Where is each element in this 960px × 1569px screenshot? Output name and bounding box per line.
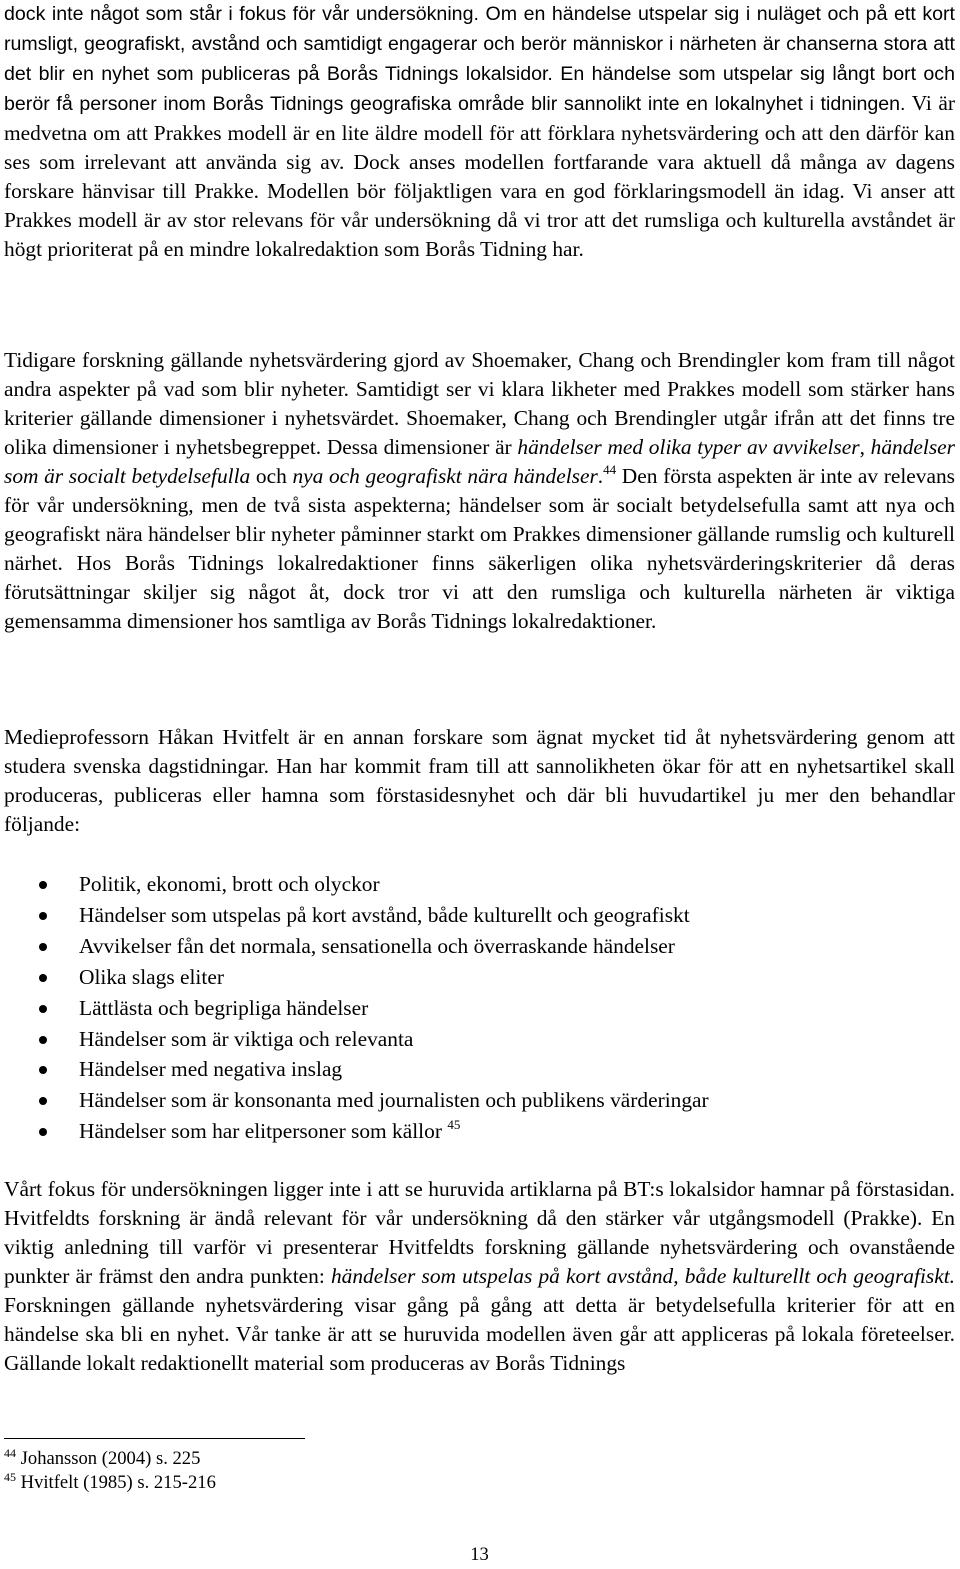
list-item [4,900,955,931]
list-item [4,962,955,993]
bullet-icon [39,1097,47,1105]
list-item-text: Händelser som utspelas på kort avstånd, både kulturellt och geografiskt [79,902,690,927]
list-item [4,993,955,1024]
bullet-list [4,869,955,1147]
footnote-divider [4,1438,305,1439]
list-item-text: Lättlästa och begripliga händelser [79,995,369,1020]
list-item [4,1054,955,1085]
bullet-icon [39,912,47,920]
bullet-icon [39,1066,47,1074]
bullet-icon [39,974,47,982]
paragraph-2-italic-3: nya och geografiskt nära händelser [292,464,598,488]
list-item [4,1085,955,1116]
list-item-text: Avvikelser fån det normala, sensationella och överraskande händelser [79,933,675,958]
footnote-text: Johansson (2004) s. 225 [20,1448,201,1469]
footnote-text: Hvitfelt (1985) s. 215-216 [20,1472,216,1493]
list-item-text: Politik, ekonomi, brott och olyckor [79,872,380,896]
paragraph-4-italic: händelser som utspelas på kort avstånd, både kulturellt och geografiskt. [330,1264,956,1288]
list-item [4,1024,955,1055]
bullet-icon [39,881,47,889]
paragraph-4-text-a: Vårt fokus för undersökningen ligger inte i att se huruvida artiklarna på BT:s lokalsidor hamnar på förstasidan. Hvitfeldts forskning är ändå relevant för vår undersökning då den stärker vår utgångsmodell (Prakke). En viktig anledning till varför vi presenterar Hvitfeldts forskning gällande nyhetsvärdering och ovanstående punkter är främst den andra punkten: [4,1177,955,1288]
paragraph-1-sans-text: dock inte något som står i fokus för vår undersökning. Om en händelse utspelar sig i nuläget och på ett kort rumsligt, geografiskt, avstånd och samtidigt engagerar och berör människor i närheten är chanserna stora att det blir en nyhet som publiceras på Borås Tidnings lokalsidor. En händelse som utspelar sig långt bort och berör få personer inom Borås Tidnings geografiska område blir sannolikt inte en lokalnyhet i tidningen. [4,3,955,115]
paragraph-2-text-a: Tidigare forskning gällande nyhetsvärdering gjord av Shoemaker, Chang och Brendingler kom fram till något andra aspekter på vad som blir nyheter. Samtidigt ser vi klara likheter med Prakkes modell som stärker hans kriterier gällande dimensioner i nyhetsvärdet. Shoemaker, Chang och Brendingler utgår ifrån att det finns tre olika dimensioner i nyhetsbegreppet. Dessa dimensioner är [4,348,955,459]
bullet-icon [39,1036,47,1044]
page-number: 13 [470,1544,489,1565]
list-item-text: Händelser som är konsonanta med journalisten och publikens värderingar [79,1088,709,1113]
footnote-number: 44 [4,1446,16,1460]
list-item-text: Händelser som är viktiga och relevanta [79,1026,414,1051]
list-item [4,869,955,900]
paragraph-2-text-b: , [859,435,871,459]
paragraph-2 [4,346,955,636]
footnote-number: 45 [4,1470,16,1484]
paragraph-3: Medieprofessorn Håkan Hvitfelt är en annan forskare som ägnat mycket tid åt nyhetsvärdering genom att studera svenska dagstidningar. Han har kommit fram till att sannolikheten ökar för att en nyhetsartikel skall produceras, publiceras eller hamna som förstasidesnyhet och där bli huvudartikel ju mer den behandlar följande: [4,725,955,836]
paragraph-2-text-e: Den första aspekten är inte av relevans för vår undersökning, men de två sista aspekterna; händelser som är socialt betydelsefulla samt att nya och geografiskt nära händelser blir nyheter påminner starkt om Prakkes dimensioner gällande rumslig och kulturell närhet. Hos Borås Tidnings lokalredaktioner finns säkerligen olika nyhetsvärderingskriterier då deras förutsättningar skiljer sig något åt, dock tror vi att den rumsliga och kulturella närheten är viktiga gemensamma dimensioner hos samtliga av Borås Tidnings lokalredaktioner. [4,464,955,633]
list-item [4,931,955,962]
paragraph-2-text-d: . [597,464,604,488]
paragraph-2-text-c: och [250,464,293,488]
list-item [4,1116,955,1147]
bullet-icon [39,1005,47,1013]
footnote-45 [4,1471,604,1495]
paragraph-4-text-b: Forskningen gällande nyhetsvärdering visar gång på gång att detta är betydelsefulla kriterier för att en händelse ska bli en nyhet. Vår tanke är att se huruvida modellen även går att appliceras på lokala företeelser. Gällande lokalt redaktionellt material som produceras av Borås Tidnings [4,1293,955,1375]
paragraph-2-italic-2: händelser som är socialt betydelsefulla [4,435,955,488]
list-item-text: Händelser med negativa inslag [79,1057,343,1082]
footnotes [4,1447,604,1495]
paragraph-1 [4,0,955,264]
list-item-text: Händelser som har elitpersoner som källor [79,1119,442,1144]
bullet-icon [39,1128,47,1136]
footnote-ref-45[interactable]: 45 [447,1117,461,1133]
paragraph-4 [4,1175,955,1378]
footnote-44 [4,1447,604,1471]
bullet-icon [39,943,47,951]
list-item-text: Olika slags eliter [79,964,224,989]
paragraph-1-serif-text: Vi är medvetna om att Prakkes modell är en lite äldre modell för att förklara nyhetsvärdering och att den därför kan ses som irrelevant att använda sig av. Dock anses modellen fortfarande vara aktuell då många av dagens forskare hänvisar till Prakke. Modellen bör följaktligen vara en god förklaringsmodell än idag. Vi anser att Prakkes modell är av stor relevans för vår undersökning då vi tror att det rumsliga och kulturella avståndet är högt prioriterat på en mindre lokalredaktion som Borås Tidning har. [4,91,955,261]
footnote-ref-44[interactable]: 44 [603,462,617,477]
paragraph-2-italic-1: händelser med olika typer av avvikelser [517,435,860,459]
